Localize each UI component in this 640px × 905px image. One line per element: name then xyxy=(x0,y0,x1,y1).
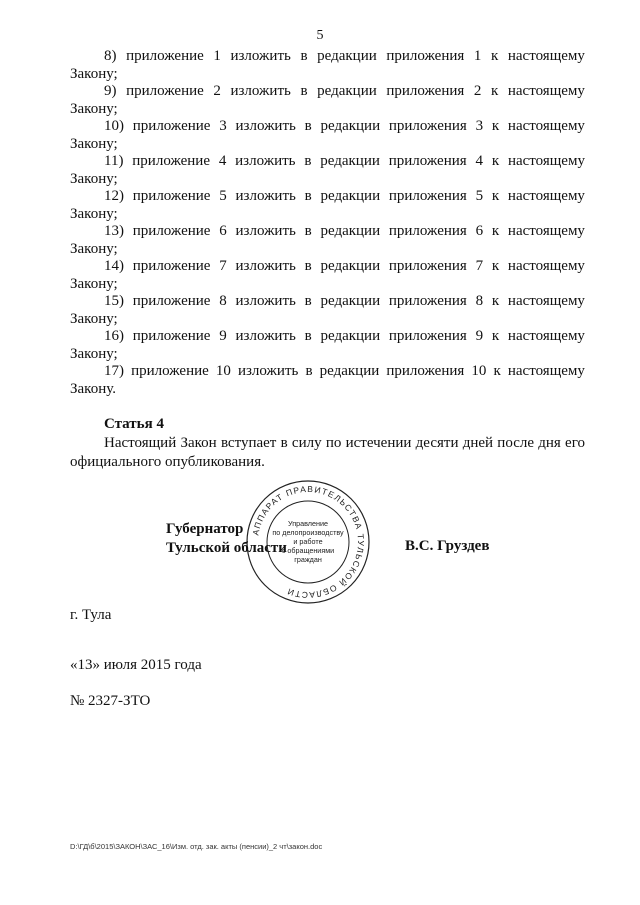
seal-center-line: граждан xyxy=(294,555,322,564)
item-word: 4 xyxy=(475,153,483,169)
list-item xyxy=(70,48,585,83)
item-word: приложения xyxy=(388,328,467,344)
item-word: приложение xyxy=(131,363,209,379)
item-number: 12) xyxy=(104,188,124,204)
item-word: 4 xyxy=(218,153,227,169)
article-body: Настоящий Закон вступает в силу по истечении десяти дней после дня его официального опубликования. xyxy=(70,435,585,470)
item-continuation: Закону; xyxy=(70,240,118,257)
item-number: 17) xyxy=(104,363,124,379)
item-word: в xyxy=(304,118,312,134)
seal-center-line: и работе xyxy=(293,537,323,546)
item-number: 15) xyxy=(104,293,124,309)
signatory-title-line2: Тульской области xyxy=(166,540,287,556)
item-number: 14) xyxy=(104,258,124,274)
list-item-line xyxy=(70,328,585,346)
list-item-line xyxy=(70,363,585,381)
item-word: настоящему xyxy=(507,118,585,134)
seal-center-line: с обращениями xyxy=(281,546,335,555)
item-word: редакции xyxy=(320,293,381,309)
item-word: 9 xyxy=(219,328,227,344)
item-word: приложения xyxy=(388,293,467,309)
item-word: приложение xyxy=(132,258,211,274)
item-word: к xyxy=(493,363,501,379)
item-word: к xyxy=(491,328,500,344)
item-continuation: Закону; xyxy=(70,275,118,292)
item-word: редакции xyxy=(320,153,380,169)
item-word: редакции xyxy=(317,48,377,64)
item-continuation: Закону; xyxy=(70,345,118,362)
list-item-line xyxy=(70,258,585,276)
list-item-line xyxy=(70,188,585,206)
item-word: к xyxy=(491,223,500,239)
item-word: настоящему xyxy=(507,48,585,64)
item-word: приложение xyxy=(132,223,211,239)
item-word: изложить xyxy=(235,153,296,169)
item-continuation: Закону; xyxy=(70,170,118,187)
item-word: 9 xyxy=(475,328,484,344)
item-continuation: Закону. xyxy=(70,380,116,397)
signatory-title-line1: Губернатор xyxy=(166,521,244,537)
item-word: приложение xyxy=(132,328,211,344)
item-word: приложение xyxy=(126,48,204,64)
place: г. Тула xyxy=(70,607,112,623)
item-word: настоящему xyxy=(507,153,585,169)
law-number: № 2327-ЗТО xyxy=(70,693,151,709)
item-word: в xyxy=(304,258,312,274)
item-word: настоящему xyxy=(507,328,585,344)
date: «13» июля 2015 года xyxy=(70,657,202,673)
item-number: 8) xyxy=(104,48,117,64)
signatory-name: В.С. Груздев xyxy=(405,538,490,554)
article-title: Статья 4 xyxy=(104,416,164,432)
item-continuation: Закону; xyxy=(70,135,118,152)
item-word: к xyxy=(491,258,500,274)
item-word: редакции xyxy=(320,118,381,134)
item-number: 16) xyxy=(104,328,124,344)
list-item xyxy=(70,328,585,363)
item-word: изложить xyxy=(235,328,296,344)
list-item-line xyxy=(70,48,585,66)
item-word: 1 xyxy=(473,48,482,64)
item-word: 3 xyxy=(219,118,227,134)
item-word: изложить xyxy=(235,258,296,274)
item-word: изложить xyxy=(235,188,296,204)
item-word: 2 xyxy=(473,83,482,99)
item-word: приложение xyxy=(126,83,204,99)
list-item xyxy=(70,223,585,258)
item-word: 10 xyxy=(471,363,487,379)
item-word: к xyxy=(490,48,499,64)
item-word: приложения xyxy=(388,223,467,239)
item-word: в xyxy=(305,363,313,379)
item-word: 6 xyxy=(475,223,484,239)
item-word: к xyxy=(491,118,500,134)
item-number: 10) xyxy=(104,118,124,134)
item-word: приложение xyxy=(132,153,210,169)
item-number: 9) xyxy=(104,83,117,99)
signatory-title xyxy=(166,520,287,558)
item-word: редакции xyxy=(320,223,381,239)
item-word: настоящему xyxy=(507,363,585,379)
seal-ring-text: АППАРАТ ПРАВИТЕЛЬСТВА ТУЛЬСКОЙ ОБЛАСТИ xyxy=(250,483,367,601)
article-section xyxy=(70,415,585,472)
item-number: 13) xyxy=(104,223,124,239)
item-word: 8 xyxy=(475,293,484,309)
item-word: в xyxy=(300,83,308,99)
item-word: к xyxy=(491,293,500,309)
item-word: к xyxy=(490,83,499,99)
item-word: в xyxy=(304,188,312,204)
item-word: в xyxy=(300,48,308,64)
item-word: настоящему xyxy=(507,293,585,309)
item-word: изложить xyxy=(230,83,291,99)
item-word: изложить xyxy=(235,223,296,239)
item-word: 7 xyxy=(219,258,227,274)
item-word: 8 xyxy=(219,293,227,309)
item-word: приложения xyxy=(388,188,467,204)
item-continuation: Закону; xyxy=(70,100,118,117)
list-item xyxy=(70,83,585,118)
item-word: редакции xyxy=(320,328,381,344)
list-item-line xyxy=(70,153,585,171)
list-item-line xyxy=(70,83,585,101)
item-word: изложить xyxy=(230,48,291,64)
item-word: в xyxy=(304,153,312,169)
item-word: 2 xyxy=(213,83,221,99)
seal-center-line: по делопроизводству xyxy=(272,528,344,537)
list-item xyxy=(70,188,585,223)
list-item xyxy=(70,153,585,188)
item-word: приложение xyxy=(132,293,211,309)
list-item-line xyxy=(70,118,585,136)
item-word: приложение xyxy=(132,188,211,204)
list-item-line xyxy=(70,223,585,241)
item-word: 7 xyxy=(475,258,484,274)
item-word: настоящему xyxy=(507,223,585,239)
item-word: редакции xyxy=(319,363,380,379)
item-word: в xyxy=(304,223,312,239)
list-item xyxy=(70,258,585,293)
item-word: к xyxy=(491,188,500,204)
item-word: к xyxy=(491,153,500,169)
item-word: изложить xyxy=(237,363,299,379)
item-word: изложить xyxy=(235,293,296,309)
item-continuation: Закону; xyxy=(70,205,118,222)
item-word: 5 xyxy=(219,188,227,204)
item-continuation: Закону; xyxy=(70,65,118,82)
item-word: 3 xyxy=(475,118,484,134)
list-item xyxy=(70,363,585,398)
item-word: 6 xyxy=(219,223,227,239)
item-word: настоящему xyxy=(507,83,585,99)
item-word: в xyxy=(304,293,312,309)
page-number: 5 xyxy=(316,28,324,43)
item-word: приложение xyxy=(132,118,211,134)
item-word: приложения xyxy=(386,83,465,99)
item-word: 1 xyxy=(213,48,221,64)
item-word: изложить xyxy=(235,118,296,134)
seal-center-line: Управление xyxy=(288,519,328,528)
file-path: D:\ГД\б\2015\ЗАКОН\ЗАС_16\Изм. отд. зак. акты (пенсии)_2 чт\закон.doc xyxy=(70,842,323,851)
item-word: приложения xyxy=(388,153,467,169)
item-word: 5 xyxy=(475,188,484,204)
item-word: настоящему xyxy=(507,258,585,274)
item-word: приложения xyxy=(386,48,465,64)
item-word: приложения xyxy=(386,363,465,379)
amendment-list xyxy=(70,48,585,398)
item-word: редакции xyxy=(320,258,381,274)
item-continuation: Закону; xyxy=(70,310,118,327)
item-word: редакции xyxy=(317,83,377,99)
item-number: 11) xyxy=(104,153,124,169)
item-word: настоящему xyxy=(507,188,585,204)
item-word: редакции xyxy=(320,188,381,204)
item-word: приложения xyxy=(388,118,467,134)
item-word: 10 xyxy=(215,363,231,379)
list-item xyxy=(70,293,585,328)
item-word: в xyxy=(304,328,312,344)
list-item-line xyxy=(70,293,585,311)
list-item xyxy=(70,118,585,153)
item-word: приложения xyxy=(388,258,467,274)
